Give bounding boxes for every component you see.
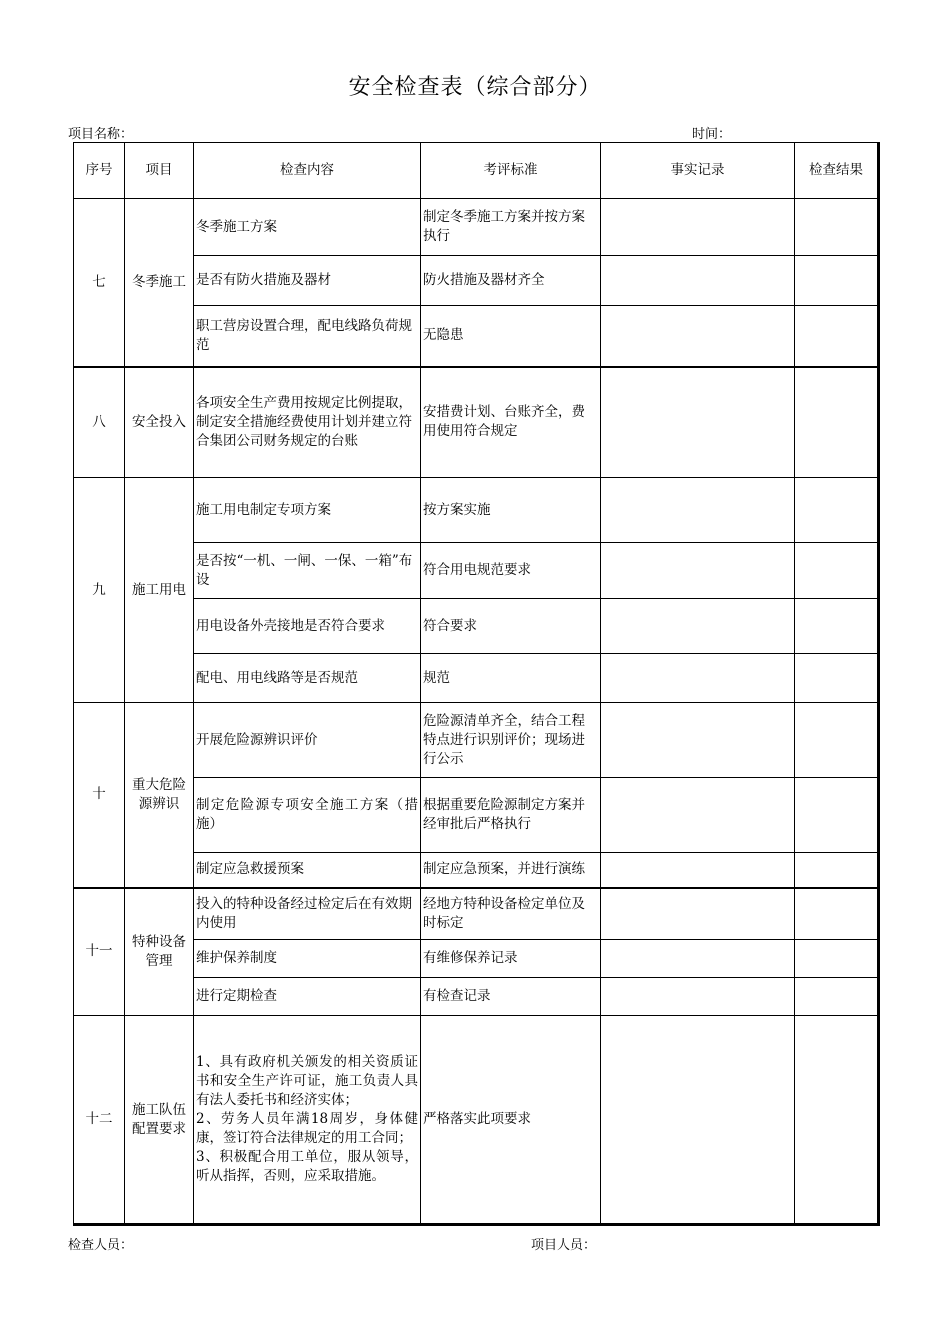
table-row — [74, 703, 879, 778]
table-row — [74, 543, 879, 599]
table-row — [74, 853, 879, 888]
record-cell[interactable] — [601, 199, 795, 256]
standard-cell: 防火措施及器材齐全 — [421, 256, 601, 306]
check-content-cell: 用电设备外壳接地是否符合要求 — [194, 599, 421, 654]
check-content-cell: 职工营房设置合理，配电线路负荷规范 — [194, 306, 421, 367]
section-seq: 七 — [74, 199, 125, 367]
record-cell[interactable] — [601, 978, 795, 1016]
result-cell[interactable] — [795, 256, 879, 306]
result-cell[interactable] — [795, 306, 879, 367]
table-row — [74, 888, 879, 940]
check-content-cell: 冬季施工方案 — [194, 199, 421, 256]
record-cell[interactable] — [601, 654, 795, 703]
standard-cell: 规范 — [421, 654, 601, 703]
check-content-cell: 制定危险源专项安全施工方案（措施） — [194, 778, 421, 853]
record-cell[interactable] — [601, 888, 795, 940]
column-header-standard: 考评标准 — [421, 143, 601, 199]
standard-cell: 符合用电规范要求 — [421, 543, 601, 599]
page-title: 安全检查表（综合部分） — [348, 75, 602, 100]
section-seq: 八 — [74, 367, 125, 478]
standard-cell: 经地方特种设备检定单位及时标定 — [421, 888, 601, 940]
record-cell[interactable] — [601, 256, 795, 306]
result-cell[interactable] — [795, 978, 879, 1016]
standard-cell: 按方案实施 — [421, 478, 601, 543]
section-item: 安全投入 — [125, 367, 194, 478]
result-cell[interactable] — [795, 940, 879, 978]
check-content-cell: 是否有防火措施及器材 — [194, 256, 421, 306]
column-header-seq: 序号 — [74, 143, 125, 199]
table-row — [74, 367, 879, 478]
standard-cell: 安措费计划、台账齐全，费用使用符合规定 — [421, 367, 601, 478]
record-cell[interactable] — [601, 853, 795, 888]
check-content-cell: 开展危险源辨识评价 — [194, 703, 421, 778]
section-item: 重大危险源辨识 — [125, 703, 194, 888]
standard-cell: 危险源清单齐全，结合工程特点进行识别评价；现场进行公示 — [421, 703, 601, 778]
record-cell[interactable] — [601, 1016, 795, 1225]
standard-cell: 无隐患 — [421, 306, 601, 367]
header-row — [74, 143, 879, 199]
time-label: 时间： — [692, 127, 732, 142]
result-cell[interactable] — [795, 478, 879, 543]
check-content-cell: 1、具有政府机关颁发的相关资质证书和安全生产许可证，施工负责人具有法人委托书和经济实体； 2、劳务人员年满18周岁，身体健康，签订符合法律规定的用工合同； 3、积极配合用工单位，服从领导，听从指挥，否则，应采取措施。 — [194, 1016, 421, 1225]
section-item: 特种设备管理 — [125, 888, 194, 1016]
section-seq: 十 — [74, 703, 125, 888]
column-header-item: 项目 — [125, 143, 194, 199]
record-cell[interactable] — [601, 306, 795, 367]
result-cell[interactable] — [795, 703, 879, 778]
column-header-record: 事实记录 — [601, 143, 795, 199]
result-cell[interactable] — [795, 199, 879, 256]
table-row — [74, 940, 879, 978]
table-row — [74, 778, 879, 853]
standard-cell: 根据重要危险源制定方案并经审批后严格执行 — [421, 778, 601, 853]
section-seq: 十一 — [74, 888, 125, 1016]
result-cell[interactable] — [795, 654, 879, 703]
record-cell[interactable] — [601, 703, 795, 778]
result-cell[interactable] — [795, 1016, 879, 1225]
record-cell[interactable] — [601, 478, 795, 543]
check-content-cell: 投入的特种设备经过检定后在有效期内使用 — [194, 888, 421, 940]
record-cell[interactable] — [601, 543, 795, 599]
record-cell[interactable] — [601, 599, 795, 654]
result-cell[interactable] — [795, 888, 879, 940]
result-cell[interactable] — [795, 778, 879, 853]
project-staff-label: 项目人员： — [531, 1238, 597, 1253]
record-cell[interactable] — [601, 778, 795, 853]
record-cell[interactable] — [601, 367, 795, 478]
check-content-cell: 是否按“一机、一闸、一保、一箱”布设 — [194, 543, 421, 599]
check-content-cell: 施工用电制定专项方案 — [194, 478, 421, 543]
section-item: 施工用电 — [125, 478, 194, 703]
check-content-cell: 配电、用电线路等是否规范 — [194, 654, 421, 703]
table-row — [74, 199, 879, 256]
section-item: 施工队伍配置要求 — [125, 1016, 194, 1225]
table-row — [74, 306, 879, 367]
table-row — [74, 654, 879, 703]
table-row — [74, 978, 879, 1016]
check-content-cell: 维护保养制度 — [194, 940, 421, 978]
section-seq: 十二 — [74, 1016, 125, 1225]
check-content-cell: 各项安全生产费用按规定比例提取，制定安全措施经费使用计划并建立符合集团公司财务规定的台账 — [194, 367, 421, 478]
result-cell[interactable] — [795, 599, 879, 654]
result-cell[interactable] — [795, 543, 879, 599]
table-row — [74, 478, 879, 543]
table-row — [74, 1016, 879, 1225]
result-cell[interactable] — [795, 367, 879, 478]
standard-cell: 严格落实此项要求 — [421, 1016, 601, 1225]
table-row — [74, 599, 879, 654]
column-header-result: 检查结果 — [795, 143, 879, 199]
standard-cell: 制定应急预案，并进行演练 — [421, 853, 601, 888]
section-item: 冬季施工 — [125, 199, 194, 367]
check-content-cell: 制定应急救援预案 — [194, 853, 421, 888]
standard-cell: 符合要求 — [421, 599, 601, 654]
column-header-content: 检查内容 — [194, 143, 421, 199]
standard-cell: 有检查记录 — [421, 978, 601, 1016]
project-name-label: 项目名称： — [68, 127, 134, 142]
standard-cell: 制定冬季施工方案并按方案执行 — [421, 199, 601, 256]
result-cell[interactable] — [795, 853, 879, 888]
table-row — [74, 256, 879, 306]
record-cell[interactable] — [601, 940, 795, 978]
inspection-table — [73, 142, 880, 1226]
inspector-label: 检查人员： — [68, 1238, 134, 1253]
check-content-cell: 进行定期检查 — [194, 978, 421, 1016]
standard-cell: 有维修保养记录 — [421, 940, 601, 978]
section-seq: 九 — [74, 478, 125, 703]
